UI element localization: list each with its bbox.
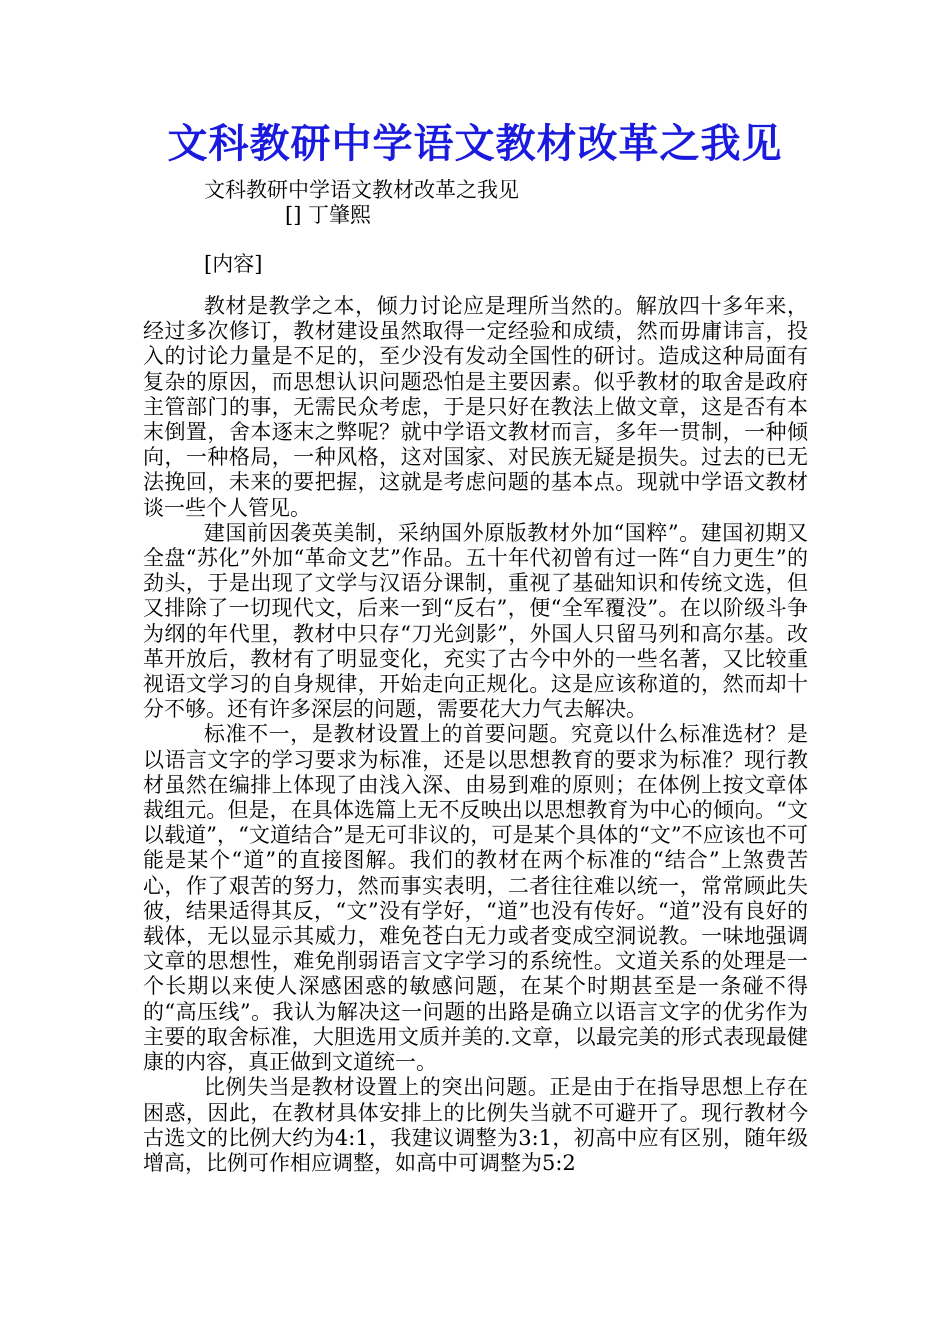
document-title: 文科教研中学语文教材改革之我见 — [167, 120, 783, 167]
paragraph: 标准不一，是教材设置上的首要问题。究竟以什么标准选材？是以语言文字的学习要求为标准，还是以思想教育的要求为标准？现行教材虽然在编排上体现了由浅入深、由易到难的原则；在体例上按文章体裁组元。但是，在具体选篇上无不反映出以思想教育为中心的倾向。“文以载道”，“文道结合”是无可非议的，可是某个具体的“文”不应该也不可能是某个“道”的直接图解。我们的教材在两个标准的“结合”上煞费苦心，作了艰苦的努力，然而事实表明，二者往往难以统一，常常顾此失彼，结果适得其反，“文”没有学好，“道”也没有传好。“道”没有良好的载体，无以显示其威力，难免苍白无力或者变成空洞说教。一味地强调文章的思想性，难免削弱语言文字学习的系统性。文道关系的处理是一个长期以来使人深感困惑的敏感问题，在某个时期甚至是一条碰不得的“高压线”。我认为解决这一问题的出路是确立以语言文字的优劣作为主要的取舍标准，大胆选用文质并美的.文章，以最完美的形式表现最健康的内容，真正做到文道统一。 — [143, 722, 808, 1075]
paragraph: 比例失当是教材设置上的突出问题。正是由于在指导思想上存在困惑，因此，在教材具体安排上的比例失当就不可避开了。现行教材今古选文的比例大约为4:1，我建议调整为3:1，初高中应有区别，随年级增高，比例可作相应调整，如高中可调整为5:2 — [143, 1075, 808, 1175]
body-text — [143, 294, 808, 1176]
document-subtitle: 文科教研中学语文教材改革之我见 — [204, 178, 519, 202]
paragraph: 建国前因袭英美制，采纳国外原版教材外加“国粹”。建国初期又全盘“苏化”外加“革命文艺”作品。五十年代初曾有过一阵“自力更生”的劲头，于是出现了文学与汉语分课制，重视了基础知识和传统文选，但又排除了一切现代文，后来一到“反右”，便“全军覆没”。在以阶级斗争为纲的年代里，教材中只存“刀光剑影”，外国人只留马列和高尔基。改革开放后，教材有了明显变化，充实了古今中外的一些名著，又比较重视语文学习的自身规律，开始走向正规化。这是应该称道的，然而却十分不够。还有许多深层的问题，需要花大力气去解决。 — [143, 520, 808, 722]
paragraph: 教材是教学之本，倾力讨论应是理所当然的。解放四十多年来，经过多次修订，教材建设虽然取得一定经验和成绩，然而毋庸讳言，投入的讨论力量是不足的，至少没有发动全国性的研讨。造成这种局面有复杂的原因，而思想认识问题恐怕是主要因素。似乎教材的取舍是政府主管部门的事，无需民众考虑，于是只好在教法上做文章，这是否有本末倒置，舍本逐末之弊呢？就中学语文教材而言，多年一贯制，一种倾向，一种格局，一种风格，这对国家、对民族无疑是损失。过去的已无法挽回，未来的要把握，这就是考虑问题的基本点。现就中学语文教材谈一些个人管见。 — [143, 294, 808, 520]
author-line: [] 丁肇熙 — [285, 203, 372, 227]
section-label: [内容] — [204, 252, 263, 276]
